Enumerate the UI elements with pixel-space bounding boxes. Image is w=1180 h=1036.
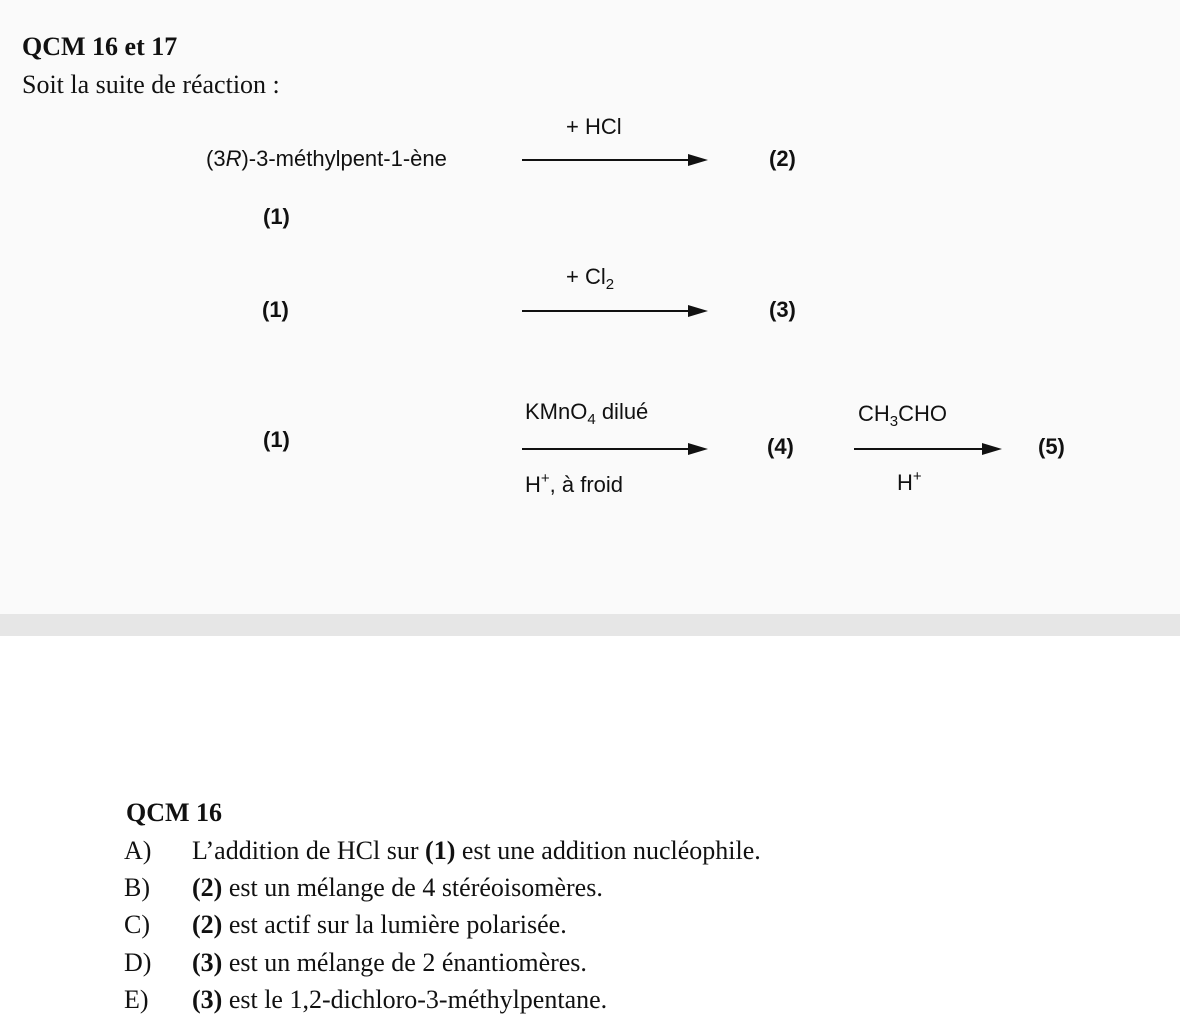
reactant-name-prefix: (3	[206, 146, 226, 171]
option-letter: D)	[124, 948, 152, 977]
reagent-acid-cold	[525, 470, 623, 498]
option-text	[192, 948, 587, 978]
reagent-acid-main: H	[525, 472, 541, 497]
option-a-text: L’addition de HCl sur	[192, 836, 426, 865]
product-label-4: (4)	[767, 434, 794, 459]
reagent-kmno4	[525, 399, 648, 428]
intro-text: Soit la suite de réaction :	[22, 70, 280, 99]
section-divider	[0, 614, 1180, 636]
reaction-arrow-2	[522, 304, 708, 318]
option-e-text: est le 1,2-dichloro-3-méthylpentane.	[222, 985, 608, 1014]
option-text	[192, 910, 567, 940]
option-b-text: est un mélange de 4 stéréoisomères.	[222, 873, 603, 902]
reactant-name-stereo: R	[225, 146, 242, 171]
reagent-kmno4-sub: 4	[587, 411, 596, 428]
option-letter: E)	[124, 985, 149, 1014]
reaction-arrow-3	[522, 442, 708, 456]
reactant-name-suffix: )-3-méthylpent-1-ène	[241, 146, 447, 171]
reagent-kmno4-main: KMnO	[525, 399, 588, 424]
reagent-acid-suffix: , à froid	[549, 472, 624, 497]
reagent-cl2	[566, 264, 614, 293]
option-a-ref: (1)	[425, 836, 456, 865]
reagent-ch3cho	[858, 401, 947, 430]
option-text	[192, 985, 607, 1015]
option-text	[192, 873, 603, 903]
reagent-kmno4-suffix: dilué	[595, 399, 649, 424]
reagent-ch3cho-sub: 3	[889, 413, 899, 430]
option-letter: B)	[124, 873, 150, 902]
question-title: QCM 16	[126, 798, 223, 827]
reaction-arrow-4	[854, 442, 1002, 456]
reagent-ch3cho-suffix: CHO	[898, 401, 948, 426]
reagent-cl2-main: + Cl	[566, 264, 606, 289]
product-label-3: (3)	[769, 297, 796, 322]
product-label-2: (2)	[769, 146, 796, 171]
reactant-label-1: (1)	[263, 204, 290, 229]
reagent-acid2-sup: +	[912, 468, 922, 485]
reagent-acid-2	[897, 468, 922, 496]
option-c-text: est actif sur la lumière polarisée.	[222, 910, 567, 939]
product-label-5: (5)	[1038, 434, 1065, 459]
reactant-name	[206, 146, 447, 172]
option-d-ref: (3)	[192, 948, 223, 977]
reagent-cl2-sub: 2	[605, 276, 615, 293]
reagent-hcl: + HCl	[566, 114, 622, 139]
option-a-text-after: est une addition nucléophile.	[455, 836, 761, 865]
option-e-ref: (3)	[192, 985, 223, 1014]
option-letter: A)	[124, 836, 152, 865]
option-d-text: est un mélange de 2 énantiomères.	[222, 948, 587, 977]
reagent-acid2-main: H	[897, 470, 913, 495]
reagent-acid-sup: +	[540, 470, 550, 487]
option-b-ref: (2)	[192, 873, 223, 902]
reactant-label-1b: (1)	[262, 297, 289, 322]
page-title: QCM 16 et 17	[22, 32, 178, 61]
reagent-ch3cho-main: CH	[858, 401, 890, 426]
reaction-arrow-1	[522, 153, 708, 167]
option-text	[192, 836, 761, 866]
option-letter: C)	[124, 910, 150, 939]
option-c-ref: (2)	[192, 910, 223, 939]
reactant-label-1c: (1)	[263, 427, 290, 452]
